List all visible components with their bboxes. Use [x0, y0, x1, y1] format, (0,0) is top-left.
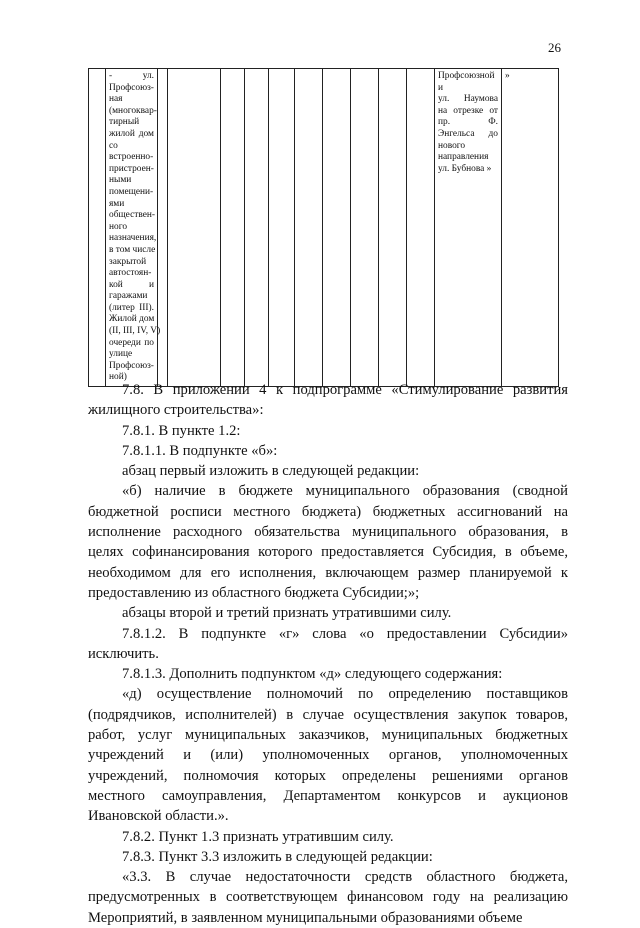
table-cell [168, 69, 221, 387]
text-line: бюджетной росписи местного бюджета) бюджетных ассигнований на [88, 503, 568, 520]
paragraph [88, 847, 568, 867]
table-row [89, 69, 559, 387]
text-line: абзацы второй и третий признать утратившими силу. [122, 605, 452, 622]
text-line: местного самоуправления, Департаментом конкурсов и аукционов [88, 787, 568, 804]
text-line: 7.8.1.1. В подпункте «б»: [122, 442, 278, 459]
text-line: целях софинансирования которого предоставляется Субсидия, в объеме, [88, 544, 568, 561]
text-line: исполнение расходного обязательства муниципального образования, в [88, 524, 568, 541]
cell-line: тирный [109, 117, 140, 128]
cell-line: пристроен- [109, 163, 154, 174]
text-line: «б) наличие в бюджете муниципального образования (сводной [122, 483, 568, 500]
text-line: Ивановской области.». [88, 808, 229, 825]
cell-line: жилой дом [109, 128, 154, 139]
cell-line: Энгельса до [438, 128, 498, 139]
document-body [88, 380, 568, 928]
cell-line: Жилой дом [109, 314, 155, 325]
paragraph [88, 624, 568, 665]
table-cell [158, 69, 168, 387]
text-line: исключить. [88, 645, 159, 662]
table-cell [379, 69, 407, 387]
cell-line: нового [438, 140, 466, 151]
paragraph [88, 421, 568, 441]
paragraph [88, 461, 568, 481]
continuation-table [88, 68, 559, 387]
table-cell-location [435, 69, 502, 387]
cell-line: и [438, 82, 444, 93]
cell-line: улице [109, 349, 133, 360]
cell-line: в том числе [109, 244, 156, 255]
text-line: абзац первый изложить в следующей редакции: [122, 463, 420, 480]
table-cell [323, 69, 351, 387]
table-cell [221, 69, 245, 387]
table-cell-object-description [106, 69, 161, 387]
cell-line: ного [109, 221, 128, 232]
table-cell [351, 69, 379, 387]
paragraph [88, 603, 568, 623]
cell-line: ными [109, 175, 132, 186]
text-line: необходимом для его исполнения, включающем размер планируемой к [88, 564, 568, 581]
cell-line: Профсоюз- [109, 82, 154, 93]
text-line: учреждений и (или) уполномоченных органов, уполномоченных [88, 747, 568, 764]
cell-line: встроенно- [109, 152, 154, 163]
location-text [435, 69, 501, 177]
cell-line: назначения, [109, 233, 157, 244]
table-cell [245, 69, 269, 387]
text-line: (подрядчиков, исполнителей) в случае осуществления закупок товаров, [88, 706, 568, 723]
table-cell [269, 69, 295, 387]
table-cell [407, 69, 435, 387]
cell-line: автостоян- [109, 268, 152, 279]
cell-line: гаражами [109, 291, 148, 302]
cell-line: (II, III, IV, V) [109, 326, 161, 337]
cell-line: обществен- [109, 210, 156, 221]
cell-line: ул. Наумова [438, 94, 498, 105]
paragraph [88, 481, 568, 603]
text-line: «д) осуществление полномочий по определению поставщиков [122, 686, 568, 703]
paragraph [88, 867, 568, 928]
text-line: «3.3. В случае недостаточности средств областного бюджета, [122, 869, 568, 886]
cell-line: помещени- [109, 186, 154, 197]
paragraph [88, 684, 568, 826]
object-description-text [106, 69, 161, 386]
cell-line: закрытой [109, 256, 147, 267]
text-line: 7.8.2. Пункт 1.3 признать утратившим силу. [122, 828, 394, 845]
cell-line: (литер III). [109, 302, 154, 313]
cell-line: (многоквар- [109, 105, 157, 116]
text-line: 7.8.1.3. Дополнить подпунктом «д» следующего содержания: [122, 666, 503, 683]
text-line: учреждений, полномочия которых определены решениями органов [88, 767, 568, 784]
cell-line: на отрезке от [438, 105, 498, 116]
cell-line: кой и [109, 279, 154, 290]
text-line: 7.8. В приложении 4 к подпрограмме «Стимулирование развития [122, 382, 568, 398]
cell-line: направления [438, 152, 489, 163]
table-cell [89, 69, 106, 387]
text-line: жилищного строительства»: [88, 402, 264, 419]
cell-line: ная [109, 94, 123, 105]
cell-line: пр. Ф. [438, 117, 498, 128]
cell-line: - ул. [109, 71, 154, 81]
text-line: предусмотренных в соответствующем финансовом году на реализацию [88, 889, 568, 906]
cell-line: ул. Бубнова » [438, 163, 492, 174]
text-line: 7.8.1.2. В подпункте «г» слова «о предоставлении Субсидии» [122, 625, 568, 642]
text-line: предоставлению из областного бюджета Субсидии;»; [88, 584, 420, 601]
text-line: 7.8.3. Пункт 3.3 изложить в следующей редакции: [122, 848, 433, 865]
cell-line: Профсоюзной [438, 71, 495, 81]
paragraph [88, 380, 568, 421]
cell-line: ями [109, 198, 125, 209]
paragraph [88, 664, 568, 684]
text-line: Мероприятий, в заявленном муниципальными образованиями объеме [88, 909, 523, 926]
cell-line: очереди по [109, 337, 154, 348]
text-line: работ, услуг муниципальных заказчиков, муниципальных бюджетных [88, 727, 568, 744]
cell-line: Профсоюз- [109, 360, 154, 371]
table-cell [295, 69, 323, 387]
table-cell-mark [502, 69, 559, 387]
cell-line: ной) [109, 372, 127, 383]
text-line: 7.8.1. В пункте 1.2: [122, 422, 241, 439]
page-number: 26 [548, 40, 561, 55]
paragraph [88, 441, 568, 461]
paragraph [88, 827, 568, 847]
closing-quote-mark: » [505, 71, 510, 81]
cell-line: со [109, 140, 118, 151]
